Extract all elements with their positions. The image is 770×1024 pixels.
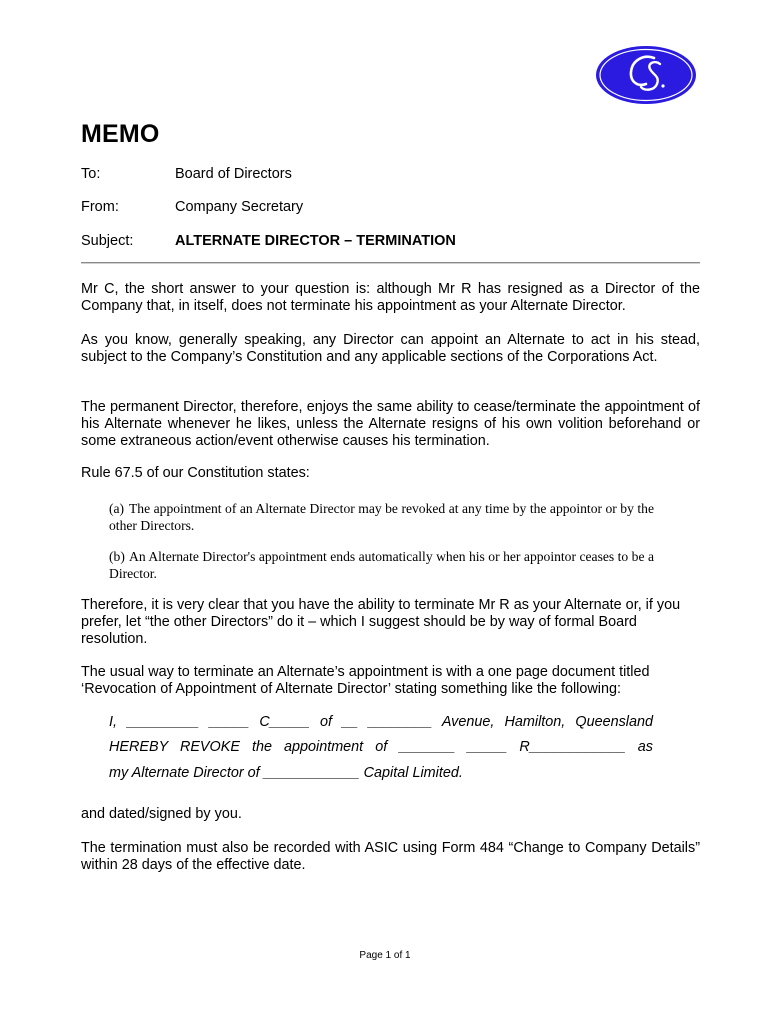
rule-item-b-text: An Alternate Director's appointment ends automatically when his or her appointor ceases to be a Director. <box>109 549 654 581</box>
rule-item-a <box>109 500 654 534</box>
paragraph-4: Rule 67.5 of our Constitution states: <box>81 465 310 481</box>
rule-item-b <box>109 548 654 582</box>
template-line-3: my Alternate Director of ____________ Capital Limited. <box>109 765 463 781</box>
rule-item-a-label: (a) <box>109 501 125 516</box>
paragraph-7: and dated/signed by you. <box>81 806 242 822</box>
company-logo <box>594 44 698 106</box>
from-label: From: <box>81 199 119 215</box>
subject-label: Subject: <box>81 233 134 249</box>
from-value: Company Secretary <box>175 199 304 215</box>
paragraph-5: Therefore, it is very clear that you have the ability to terminate Mr R as your Alternate or, if you prefer, let “the other Directors” do it – which I suggest should be by way of formal Board resolution. <box>81 597 681 647</box>
to-value: Board of Directors <box>175 166 292 182</box>
page-number: Page 1 of 1 <box>359 950 411 961</box>
paragraph-3: The permanent Director, therefore, enjoys the same ability to cease/terminate the appointment of his Alternate whenever he likes, unless the Alternate resigns of his own volition beforehand or some extraneous action/event otherwise causes his termination. <box>81 399 700 449</box>
memo-title: MEMO <box>81 120 160 148</box>
paragraph-6: The usual way to terminate an Alternate’s appointment is with a one page document titled ‘Revocation of Appointment of Alternate Director’ stating something like the following: <box>81 664 650 697</box>
rule-item-a-text: The appointment of an Alternate Director may be revoked at any time by the appointor or by the other Directors. <box>109 501 654 533</box>
logo-monogram-icon <box>594 44 698 106</box>
paragraph-2: As you know, generally speaking, any Director can appoint an Alternate to act in his stead, subject to the Company’s Constitution and any applicable sections of the Corporations Act. <box>81 332 700 365</box>
subject-value: ALTERNATE DIRECTOR – TERMINATION <box>175 233 456 249</box>
to-label: To: <box>81 166 101 182</box>
template-line-1: I, _________ _____ C_____ of __ ________ Avenue, Hamilton, Queensland <box>109 714 653 730</box>
template-line-2: HEREBY REVOKE the appointment of _______ _____ R____________ as <box>109 739 653 755</box>
rule-item-b-label: (b) <box>109 549 125 564</box>
paragraph-8: The termination must also be recorded with ASIC using Form 484 “Change to Company Details” within 28 days of the effective date. <box>81 840 700 873</box>
paragraph-1: Mr C, the short answer to your question is: although Mr R has resigned as a Director of the Company that, in itself, does not terminate his appointment as your Alternate Director. <box>81 281 700 314</box>
header-divider <box>81 262 700 264</box>
